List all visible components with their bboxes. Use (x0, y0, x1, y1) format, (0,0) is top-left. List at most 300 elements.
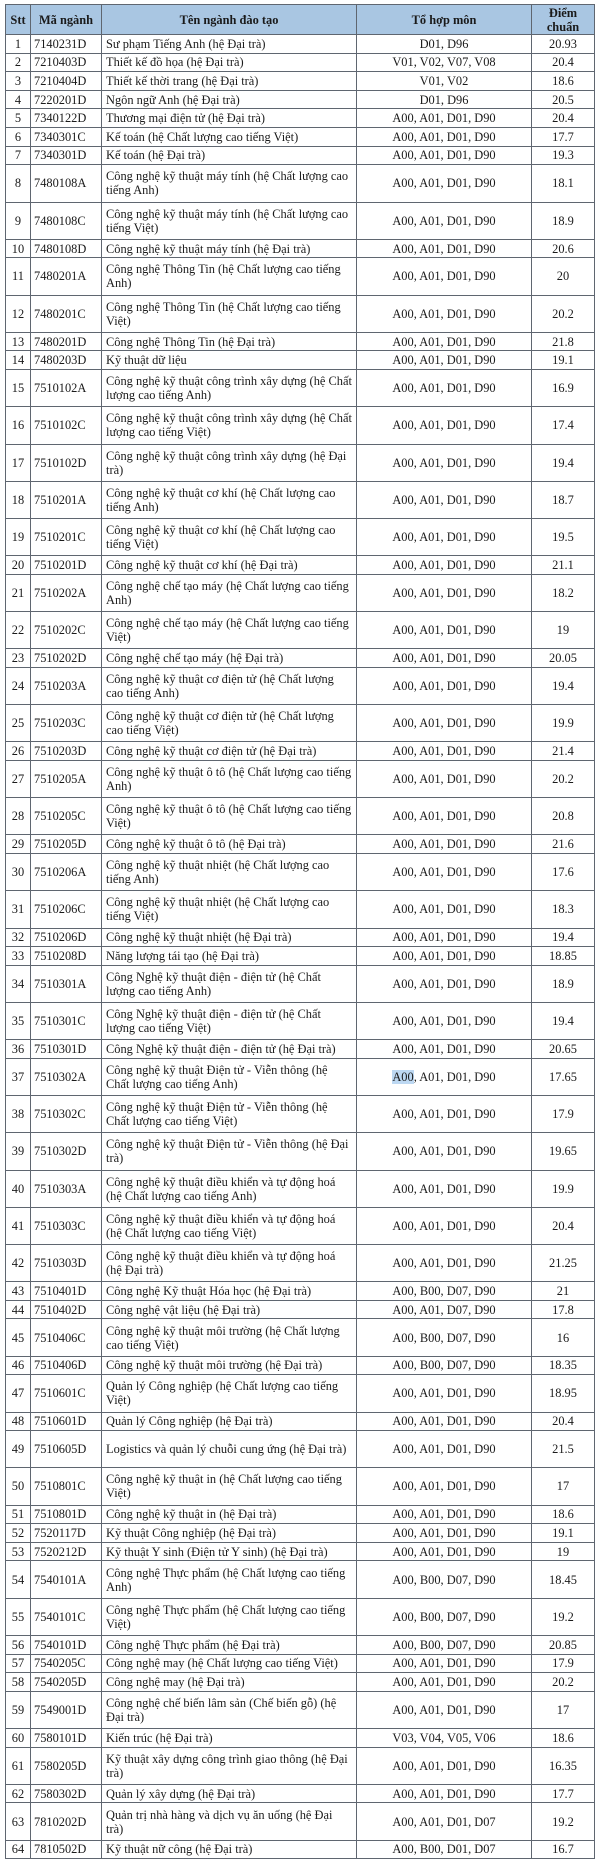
row-stt: 7 (6, 146, 31, 165)
row-score: 18.6 (532, 1505, 595, 1524)
row-combo: A00, A01, D01, D90 (357, 295, 532, 332)
row-stt: 29 (6, 835, 31, 854)
row-name: Công nghệ kỹ thuật máy tính (hệ Chất lượng cao tiếng Anh) (102, 165, 357, 202)
row-name: Công nghệ kỹ thuật cơ điện tử (hệ Chất lượng cao tiếng Việt) (102, 705, 357, 742)
row-stt: 17 (6, 444, 31, 481)
row-code: 7510303C (31, 1207, 102, 1244)
row-score: 20 (532, 258, 595, 295)
row-code: 7480201D (31, 332, 102, 351)
row-stt: 43 (6, 1282, 31, 1301)
table-row (6, 35, 595, 54)
row-score: 17.9 (532, 1654, 595, 1673)
table-row (6, 165, 595, 202)
row-score: 18.6 (532, 1728, 595, 1747)
row-name: Công nghệ kỹ thuật cơ khí (hệ Chất lượng cao tiếng Việt) (102, 518, 357, 555)
row-code: 7510102A (31, 370, 102, 407)
row-name: Công nghệ kỹ thuật ô tô (hệ Chất lượng cao tiếng Anh) (102, 760, 357, 797)
row-combo: V03, V04, V05, V06 (357, 1728, 532, 1747)
row-score: 18.7 (532, 481, 595, 518)
row-combo: A00, A01, D01, D90 (357, 574, 532, 611)
row-stt: 19 (6, 518, 31, 555)
row-combo: A00, A01, D01, D07 (357, 1803, 532, 1840)
row-code: 7510401D (31, 1282, 102, 1301)
row-name: Quản lý Công nghiệp (hệ Chất lượng cao tiếng Việt) (102, 1375, 357, 1412)
row-name: Quản lý Công nghiệp (hệ Đại trà) (102, 1412, 357, 1431)
row-score: 17.9 (532, 1096, 595, 1133)
row-score: 16.7 (532, 1840, 595, 1859)
row-code: 7210403D (31, 53, 102, 72)
row-stt: 18 (6, 481, 31, 518)
table-row (6, 370, 595, 407)
row-name: Quản lý xây dựng (hệ Đại trà) (102, 1784, 357, 1803)
row-stt: 47 (6, 1375, 31, 1412)
row-stt: 4 (6, 90, 31, 109)
row-score: 18.95 (532, 1375, 595, 1412)
row-stt: 8 (6, 165, 31, 202)
row-combo: A00, A01, D01, D90 (357, 854, 532, 891)
row-name: Kỹ thuật dữ liệu (102, 351, 357, 370)
row-stt: 61 (6, 1747, 31, 1784)
row-score: 20.2 (532, 295, 595, 332)
row-stt: 2 (6, 53, 31, 72)
row-combo: A00, A01, D01, D90 (357, 1691, 532, 1728)
row-code: 7510302D (31, 1133, 102, 1170)
row-name: Công nghệ kỹ thuật công trình xây dựng (hệ Đại trà) (102, 444, 357, 481)
row-combo: A00, A01, D01, D90 (357, 165, 532, 202)
row-score: 20.65 (532, 1040, 595, 1059)
row-score: 17 (532, 1691, 595, 1728)
row-stt: 16 (6, 407, 31, 444)
row-code: 7480203D (31, 351, 102, 370)
row-combo: A00, A01, D01, D90 (357, 1431, 532, 1468)
table-row (6, 1412, 595, 1431)
row-combo: V01, V02 (357, 72, 532, 91)
table-row (6, 128, 595, 147)
row-score: 21.1 (532, 556, 595, 575)
table-header-row (6, 5, 595, 35)
header-code: Mã ngành (31, 5, 102, 35)
row-stt: 9 (6, 202, 31, 239)
row-combo: A00, A01, D01, D90 (357, 1133, 532, 1170)
row-stt: 55 (6, 1598, 31, 1635)
row-combo: A00, A01, D01, D90 (357, 1505, 532, 1524)
row-code: 7510801D (31, 1505, 102, 1524)
row-code: 7810202D (31, 1803, 102, 1840)
table-row (6, 1505, 595, 1524)
row-name: Công nghệ chế biến lâm sản (Chế biến gỗ) (hệ Đại trà) (102, 1691, 357, 1728)
row-combo: A00, A01, D01, D90 (357, 444, 532, 481)
table-row (6, 1058, 595, 1095)
row-combo: A00, A01, D01, D90 (357, 146, 532, 165)
row-name: Công Nghệ kỹ thuật điện - điện tử (hệ Chất lượng cao tiếng Anh) (102, 965, 357, 1002)
row-name: Công nghệ kỹ thuật nhiệt (hệ Chất lượng cao tiếng Anh) (102, 854, 357, 891)
row-score: 21.8 (532, 332, 595, 351)
row-name: Công nghệ Thực phẩm (hệ Đại trà) (102, 1635, 357, 1654)
row-name: Công nghệ kỹ thuật Điện tử - Viễn thông (hệ Đại trà) (102, 1133, 357, 1170)
row-combo: A00, A01, D01, D90 (357, 109, 532, 128)
row-code: 7510402D (31, 1300, 102, 1319)
table-row (6, 481, 595, 518)
row-combo: A00, A01, D01, D90 (357, 1747, 532, 1784)
row-score: 20.6 (532, 239, 595, 258)
row-combo: A00, A01, D01, D90 (357, 1654, 532, 1673)
table-row (6, 1728, 595, 1747)
row-code: 7510102D (31, 444, 102, 481)
row-name: Công nghệ vật liệu (hệ Đại trà) (102, 1300, 357, 1319)
row-stt: 5 (6, 109, 31, 128)
row-name: Công nghệ chế tạo máy (hệ Chất lượng cao tiếng Việt) (102, 612, 357, 649)
row-code: 7520212D (31, 1542, 102, 1561)
header-score-line2: chuẩn (546, 19, 580, 34)
row-code: 7510206A (31, 854, 102, 891)
table-row (6, 928, 595, 947)
row-name: Công nghệ kỹ thuật in (hệ Đại trà) (102, 1505, 357, 1524)
row-stt: 37 (6, 1058, 31, 1095)
row-stt: 21 (6, 574, 31, 611)
row-stt: 32 (6, 928, 31, 947)
table-row (6, 1002, 595, 1039)
row-combo: A00, A01, D01, D90 (357, 1058, 532, 1095)
row-name: Công nghệ kỹ thuật ô tô (hệ Chất lượng cao tiếng Việt) (102, 798, 357, 835)
row-combo: A00, B00, D07, D90 (357, 1598, 532, 1635)
table-row (6, 1784, 595, 1803)
table-row (6, 72, 595, 91)
row-score: 18.85 (532, 947, 595, 966)
row-name: Công nghệ Thực phẩm (hệ Chất lượng cao tiếng Việt) (102, 1598, 357, 1635)
row-stt: 13 (6, 332, 31, 351)
row-code: 7510203A (31, 667, 102, 704)
row-score: 19.3 (532, 146, 595, 165)
row-name: Quản trị nhà hàng và dịch vụ ăn uống (hệ Đại trà) (102, 1803, 357, 1840)
table-row (6, 1468, 595, 1505)
row-stt: 52 (6, 1524, 31, 1543)
row-score: 18.45 (532, 1561, 595, 1598)
table-row (6, 1282, 595, 1301)
row-score: 19.4 (532, 1002, 595, 1039)
row-code: 7510301D (31, 1040, 102, 1059)
row-code: 7510102C (31, 407, 102, 444)
row-name: Kỹ thuật xây dựng công trình giao thông (hệ Đại trà) (102, 1747, 357, 1784)
row-stt: 25 (6, 705, 31, 742)
row-combo: A00, A01, D07, D90 (357, 1300, 532, 1319)
row-code: 7510201D (31, 556, 102, 575)
row-name: Công nghệ chế tạo máy (hệ Chất lượng cao tiếng Anh) (102, 574, 357, 611)
row-name: Công nghệ kỹ thuật nhiệt (hệ Đại trà) (102, 928, 357, 947)
row-combo: A00, A01, D01, D90 (357, 332, 532, 351)
row-combo: A00, A01, D01, D90 (357, 239, 532, 258)
table-row (6, 1524, 595, 1543)
row-name: Sư phạm Tiếng Anh (hệ Đại trà) (102, 35, 357, 54)
header-score (532, 5, 595, 35)
row-name: Công nghệ kỹ thuật cơ khí (hệ Chất lượng cao tiếng Anh) (102, 481, 357, 518)
table-row (6, 556, 595, 575)
row-code: 7540205D (31, 1673, 102, 1692)
row-code: 7580101D (31, 1728, 102, 1747)
row-combo: A00, A01, D01, D90 (357, 1524, 532, 1543)
row-code: 7480108D (31, 239, 102, 258)
row-code: 7510202C (31, 612, 102, 649)
row-score: 19.9 (532, 1170, 595, 1207)
row-name: Công nghệ kỹ thuật công trình xây dựng (hệ Chất lượng cao tiếng Việt) (102, 407, 357, 444)
row-score: 18.2 (532, 574, 595, 611)
row-code: 7580205D (31, 1747, 102, 1784)
table-row (6, 574, 595, 611)
row-combo: A00, B00, D07, D90 (357, 1282, 532, 1301)
row-score: 18.6 (532, 72, 595, 91)
table-row (6, 1300, 595, 1319)
row-stt: 36 (6, 1040, 31, 1059)
row-combo: A00, A01, D01, D90 (357, 947, 532, 966)
table-row (6, 1207, 595, 1244)
row-combo: D01, D96 (357, 90, 532, 109)
row-score: 20.8 (532, 798, 595, 835)
row-name: Công nghệ Kỹ thuật Hóa học (hệ Đại trà) (102, 1282, 357, 1301)
row-stt: 24 (6, 667, 31, 704)
table-row (6, 1096, 595, 1133)
row-code: 7510406C (31, 1319, 102, 1356)
row-combo: A00, A01, D01, D90 (357, 798, 532, 835)
table-row (6, 295, 595, 332)
row-stt: 35 (6, 1002, 31, 1039)
row-stt: 6 (6, 128, 31, 147)
table-row (6, 1598, 595, 1635)
row-code: 7549001D (31, 1691, 102, 1728)
row-name: Công Nghệ kỹ thuật điện - điện tử (hệ Đại trà) (102, 1040, 357, 1059)
table-row (6, 146, 595, 165)
row-stt: 26 (6, 742, 31, 761)
row-combo: A00, B00, D07, D90 (357, 1561, 532, 1598)
row-score: 19 (532, 612, 595, 649)
row-stt: 33 (6, 947, 31, 966)
row-score: 20.5 (532, 90, 595, 109)
row-score: 19.4 (532, 667, 595, 704)
row-name: Thiết kế thời trang (hệ Đại trà) (102, 72, 357, 91)
table-row (6, 1244, 595, 1281)
row-combo: A00, B00, D07, D90 (357, 1356, 532, 1375)
row-code: 7340301D (31, 146, 102, 165)
row-combo: A00, A01, D01, D90 (357, 1096, 532, 1133)
table-row (6, 258, 595, 295)
row-score: 16 (532, 1319, 595, 1356)
row-score: 16.9 (532, 370, 595, 407)
row-name: Công nghệ kỹ thuật môi trường (hệ Chất lượng cao tiếng Việt) (102, 1319, 357, 1356)
row-code: 7510205C (31, 798, 102, 835)
table-row (6, 705, 595, 742)
row-code: 7510202A (31, 574, 102, 611)
row-name: Công nghệ kỹ thuật máy tính (hệ Chất lượng cao tiếng Việt) (102, 202, 357, 239)
table-row (6, 1561, 595, 1598)
row-score: 21.5 (532, 1431, 595, 1468)
row-code: 7580302D (31, 1784, 102, 1803)
table-row (6, 332, 595, 351)
row-code: 7540101C (31, 1598, 102, 1635)
row-code: 7210404D (31, 72, 102, 91)
row-score: 21 (532, 1282, 595, 1301)
row-code: 7510301A (31, 965, 102, 1002)
row-name: Thương mại điện tử (hệ Đại trà) (102, 109, 357, 128)
row-name: Công nghệ may (hệ Đại trà) (102, 1673, 357, 1692)
row-name: Công nghệ may (hệ Chất lượng cao tiếng Việt) (102, 1654, 357, 1673)
row-name: Năng lượng tái tạo (hệ Đại trà) (102, 947, 357, 966)
row-combo: A00, A01, D01, D90 (357, 258, 532, 295)
row-name: Kỹ thuật Y sinh (Điện tử Y sinh) (hệ Đại trà) (102, 1542, 357, 1561)
row-combo: A00, A01, D01, D90 (357, 1040, 532, 1059)
row-stt: 45 (6, 1319, 31, 1356)
row-combo: A00, A01, D01, D90 (357, 1375, 532, 1412)
row-code: 7510201A (31, 481, 102, 518)
row-combo: A00, A01, D01, D90 (357, 128, 532, 147)
row-combo: A00, B00, D01, D07 (357, 1840, 532, 1859)
row-code: 7340122D (31, 109, 102, 128)
row-combo: A00, A01, D01, D90 (357, 1412, 532, 1431)
row-stt: 62 (6, 1784, 31, 1803)
table-row (6, 1635, 595, 1654)
row-score: 19.2 (532, 1598, 595, 1635)
row-stt: 12 (6, 295, 31, 332)
row-code: 7540101A (31, 1561, 102, 1598)
row-name: Logistics và quản lý chuỗi cung ứng (hệ Đại trà) (102, 1431, 357, 1468)
row-combo: A00, A01, D01, D90 (357, 518, 532, 555)
row-name: Công nghệ chế tạo máy (hệ Đại trà) (102, 649, 357, 668)
row-name: Công nghệ kỹ thuật nhiệt (hệ Chất lượng cao tiếng Việt) (102, 891, 357, 928)
row-stt: 40 (6, 1170, 31, 1207)
row-name: Công nghệ kỹ thuật điều khiển và tự động hoá (hệ Đại trà) (102, 1244, 357, 1281)
table-row (6, 947, 595, 966)
row-code: 7520117D (31, 1524, 102, 1543)
row-code: 7810502D (31, 1840, 102, 1859)
row-stt: 44 (6, 1300, 31, 1319)
row-stt: 58 (6, 1673, 31, 1692)
row-score: 17.7 (532, 128, 595, 147)
row-score: 17.7 (532, 1784, 595, 1803)
header-name: Tên ngành đào tạo (102, 5, 357, 35)
row-name: Kế toán (hệ Đại trà) (102, 146, 357, 165)
row-combo: A00, A01, D01, D90 (357, 965, 532, 1002)
table-row (6, 239, 595, 258)
row-score: 16.35 (532, 1747, 595, 1784)
table-row (6, 1747, 595, 1784)
table-row (6, 667, 595, 704)
table-row (6, 1319, 595, 1356)
row-combo: A00, A01, D01, D90 (357, 1542, 532, 1561)
row-code: 7510605D (31, 1431, 102, 1468)
row-name: Công nghệ kỹ thuật cơ khí (hệ Đại trà) (102, 556, 357, 575)
row-combo: A00, B00, D07, D90 (357, 1635, 532, 1654)
row-name: Công nghệ Thông Tin (hệ Chất lượng cao tiếng Anh) (102, 258, 357, 295)
row-name: Công nghệ kỹ thuật máy tính (hệ Đại trà) (102, 239, 357, 258)
row-code: 7510406D (31, 1356, 102, 1375)
row-stt: 46 (6, 1356, 31, 1375)
row-stt: 31 (6, 891, 31, 928)
row-stt: 14 (6, 351, 31, 370)
selection-highlight: A00 (392, 1069, 414, 1084)
row-combo: A00, A01, D01, D90 (357, 202, 532, 239)
row-code: 7220201D (31, 90, 102, 109)
row-name: Công nghệ kỹ thuật điều khiển và tự động hoá (hệ Chất lượng cao tiếng Anh) (102, 1170, 357, 1207)
row-score: 18.9 (532, 965, 595, 1002)
row-combo: A00, A01, D01, D90 (357, 835, 532, 854)
row-combo: A00, A01, D01, D90 (357, 370, 532, 407)
row-code: 7510206D (31, 928, 102, 947)
row-code: 7340301C (31, 128, 102, 147)
row-stt: 59 (6, 1691, 31, 1728)
row-combo: V01, V02, V07, V08 (357, 53, 532, 72)
row-stt: 15 (6, 370, 31, 407)
row-code: 7480108C (31, 202, 102, 239)
row-combo: A00, A01, D01, D90 (357, 1673, 532, 1692)
row-stt: 20 (6, 556, 31, 575)
table-row (6, 649, 595, 668)
row-stt: 50 (6, 1468, 31, 1505)
row-stt: 38 (6, 1096, 31, 1133)
row-stt: 57 (6, 1654, 31, 1673)
row-score: 19.9 (532, 705, 595, 742)
row-combo: A00, A01, D01, D90 (357, 1468, 532, 1505)
row-code: 7510801C (31, 1468, 102, 1505)
table-row (6, 202, 595, 239)
row-name: Công nghệ kỹ thuật in (hệ Chất lượng cao tiếng Việt) (102, 1468, 357, 1505)
table-row (6, 1542, 595, 1561)
table-row (6, 407, 595, 444)
row-code: 7510205D (31, 835, 102, 854)
row-name: Kiến trúc (hệ Đại trà) (102, 1728, 357, 1747)
table-row (6, 1356, 595, 1375)
table-row (6, 612, 595, 649)
row-stt: 49 (6, 1431, 31, 1468)
row-name: Công nghệ kỹ thuật điều khiển và tự động hoá (hệ Chất lượng cao tiếng Việt) (102, 1207, 357, 1244)
row-score: 19.4 (532, 444, 595, 481)
row-score: 19.1 (532, 351, 595, 370)
row-score: 19.4 (532, 928, 595, 947)
row-code: 7510302A (31, 1058, 102, 1095)
row-combo: A00, A01, D01, D90 (357, 928, 532, 947)
table-row (6, 1691, 595, 1728)
table-row (6, 90, 595, 109)
row-code: 7510303D (31, 1244, 102, 1281)
row-score: 20.2 (532, 1673, 595, 1692)
row-combo: D01, D96 (357, 35, 532, 54)
row-code: 7540101D (31, 1635, 102, 1654)
table-row (6, 109, 595, 128)
row-name: Công nghệ kỹ thuật môi trường (hệ Đại trà) (102, 1356, 357, 1375)
row-stt: 56 (6, 1635, 31, 1654)
row-name: Công nghệ kỹ thuật ô tô (hệ Đại trà) (102, 835, 357, 854)
row-score: 21.6 (532, 835, 595, 854)
row-name: Thiết kế đồ họa (hệ Đại trà) (102, 53, 357, 72)
table-row (6, 1431, 595, 1468)
table-row (6, 1040, 595, 1059)
row-combo: A00, A01, D01, D90 (357, 1784, 532, 1803)
row-name: Công nghệ kỹ thuật cơ điện tử (hệ Đại trà) (102, 742, 357, 761)
row-score: 18.35 (532, 1356, 595, 1375)
row-score: 19.1 (532, 1524, 595, 1543)
admission-scores-table (5, 4, 595, 1859)
row-stt: 63 (6, 1803, 31, 1840)
row-stt: 42 (6, 1244, 31, 1281)
row-combo: A00, A01, D01, D90 (357, 649, 532, 668)
row-combo: A00, A01, D01, D90 (357, 742, 532, 761)
row-code: 7510303A (31, 1170, 102, 1207)
row-score: 19.2 (532, 1803, 595, 1840)
row-combo: A00, A01, D01, D90 (357, 667, 532, 704)
row-combo: A00, A01, D01, D90 (357, 1170, 532, 1207)
row-score: 18.1 (532, 165, 595, 202)
row-stt: 11 (6, 258, 31, 295)
row-name: Kỹ thuật Công nghiệp (hệ Đại trà) (102, 1524, 357, 1543)
row-combo: A00, A01, D01, D90 (357, 1207, 532, 1244)
row-combo: A00, A01, D01, D90 (357, 407, 532, 444)
table-row (6, 53, 595, 72)
